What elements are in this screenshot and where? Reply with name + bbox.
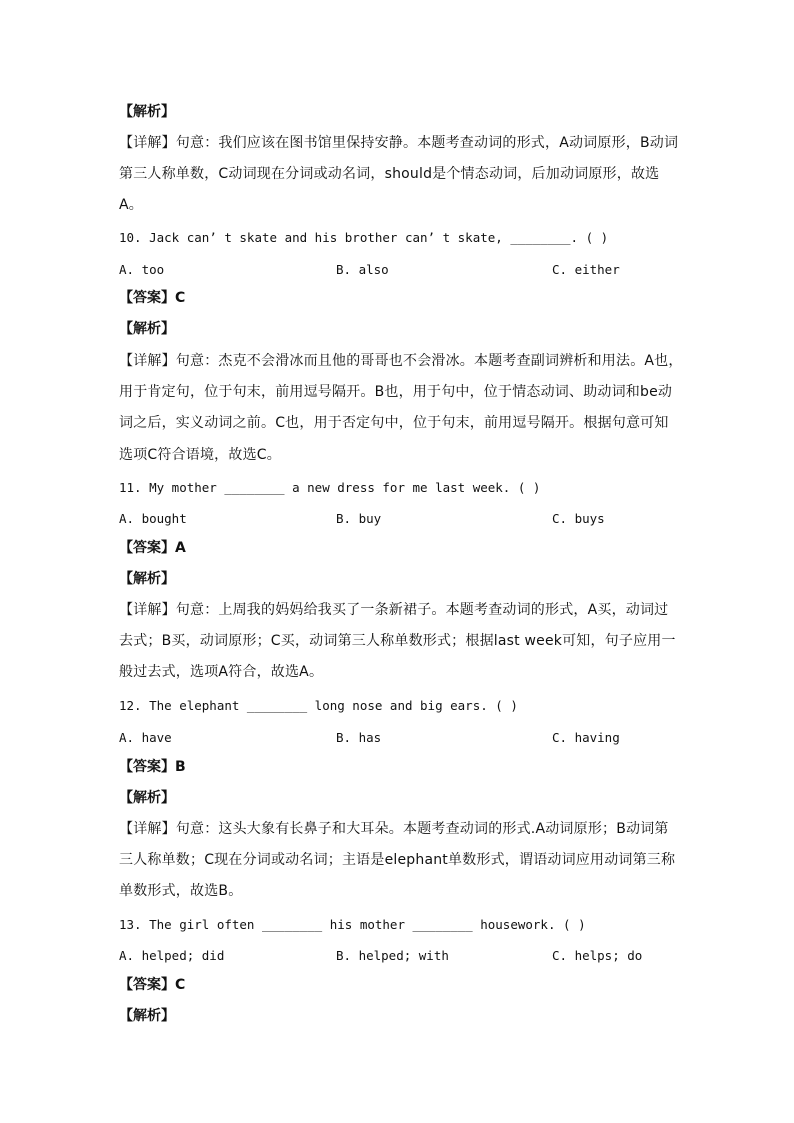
question-11: 11. My mother ________ a new dress for me last week. ( ) <box>119 480 541 495</box>
option-b: B. also <box>336 262 389 277</box>
question-10-options <box>119 261 679 279</box>
detail-text: 三人称单数；C现在分词或动名词；主语是elephant单数形式，谓语动词应用动词第三称 <box>119 852 676 868</box>
detail-text: 用于肯定句，位于句末，前用逗号隔开。B也，用于句中，位于情态动词、助动词和be动 <box>119 384 673 400</box>
analysis-label: 【解析】 <box>119 104 175 120</box>
detail-text: 去式；B买，动词原形；C买，动词第三人称单数形式；根据last week可知，句子应用一 <box>119 633 676 649</box>
question-10: 10. Jack can’ t skate and his brother can’ t skate, ________. ( ) <box>119 230 609 245</box>
analysis-label: 【解析】 <box>119 1008 175 1024</box>
option-c: C. buys <box>552 511 605 526</box>
answer-label: 【答案】B <box>119 759 186 775</box>
detail-text: 【详解】句意：我们应该在图书馆里保持安静。本题考查动词的形式，A动词原形，B动词 <box>119 135 679 151</box>
detail-text: 词之后，实义动词之前。C也，用于否定句中，位于句末，前用逗号隔开。根据句意可知 <box>119 415 669 431</box>
detail-text: 单数形式，故选B。 <box>119 883 243 899</box>
detail-text: A。 <box>119 197 143 213</box>
option-c: C. either <box>552 262 620 277</box>
detail-text: 【详解】句意：上周我的妈妈给我买了一条新裙子。本题考查动词的形式，A买，动词过 <box>119 602 669 618</box>
detail-text: 第三人称单数，C动词现在分词或动名词，should是个情态动词，后加动词原形，故选 <box>119 166 660 182</box>
detail-text: 【详解】句意：杰克不会滑冰而且他的哥哥也不会滑冰。本题考查副词辨析和用法。A也， <box>119 353 683 369</box>
option-a: A. bought <box>119 511 187 526</box>
option-c: C. helps; do <box>552 948 643 963</box>
option-a: A. helped; did <box>119 948 225 963</box>
detail-text: 选项C符合语境，故选C。 <box>119 447 281 463</box>
option-b: B. has <box>336 730 382 745</box>
answer-label: 【答案】C <box>119 977 186 993</box>
analysis-label: 【解析】 <box>119 571 175 587</box>
option-b: B. buy <box>336 511 382 526</box>
question-13-options <box>119 947 679 965</box>
question-11-options <box>119 510 679 528</box>
option-a: A. too <box>119 262 165 277</box>
option-a: A. have <box>119 730 172 745</box>
detail-text: 【详解】句意：这头大象有长鼻子和大耳朵。本题考查动词的形式.A动词原形；B动词第 <box>119 821 669 837</box>
analysis-label: 【解析】 <box>119 790 175 806</box>
answer-label: 【答案】C <box>119 290 186 306</box>
question-13: 13. The girl often ________ his mother ________ housework. ( ) <box>119 917 586 932</box>
answer-label: 【答案】A <box>119 540 186 556</box>
option-b: B. helped; with <box>336 948 449 963</box>
question-12: 12. The elephant ________ long nose and big ears. ( ) <box>119 698 518 713</box>
question-12-options <box>119 729 679 747</box>
option-c: C. having <box>552 730 620 745</box>
analysis-label: 【解析】 <box>119 321 175 337</box>
detail-text: 般过去式，选项A符合，故选A。 <box>119 664 324 680</box>
